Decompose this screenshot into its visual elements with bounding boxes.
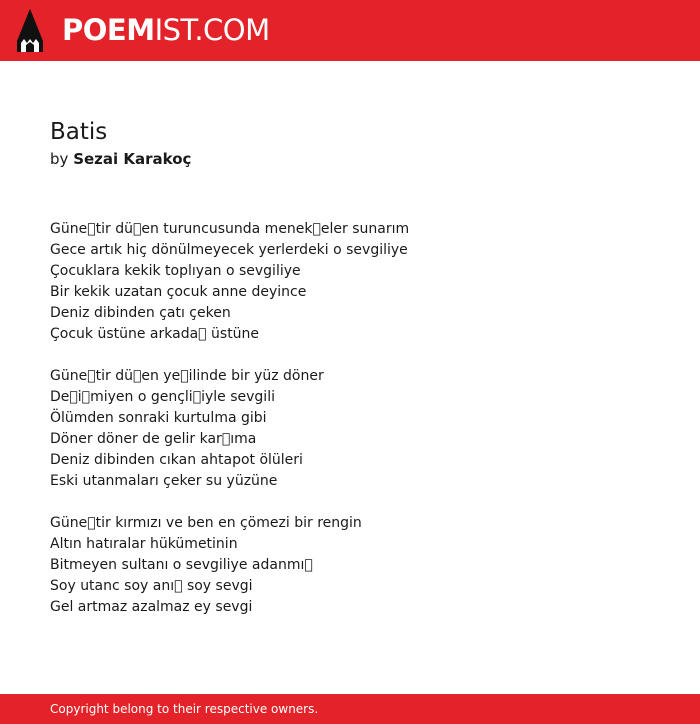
poem-line: Çocuk üstüne arkada  üstüne (50, 326, 260, 342)
copyright-text: Copyright belong to their respective owners. (50, 702, 319, 716)
brand-light: IST.COM (154, 13, 270, 47)
brand-strong: POEM (62, 13, 155, 47)
by-label: by (50, 150, 69, 168)
poem-byline (50, 149, 191, 169)
site-footer (0, 694, 700, 724)
poem-line: Altın hatıralar hükümetinin (50, 536, 238, 552)
site-header (0, 0, 700, 61)
poem-line: Eski utanmaları çeker su yüzüne (50, 473, 278, 489)
poem-line: Gel artmaz azalmaz ey sevgi (50, 599, 253, 615)
stanza (50, 513, 650, 618)
poem-line: Deniz dibinden cıkan ahtapot ölüleri (50, 452, 303, 468)
poem-line: Güne tir kırmızı ve ben en çömezi bir rengin (50, 515, 362, 531)
poem-line: Güne tir dü en ye ilinde bir yüz döner (50, 368, 324, 384)
poem-line: Güne tir dü en turuncusunda menek eler sunarım (50, 221, 410, 237)
stanza (50, 219, 650, 345)
poem-line: Bir kekik uzatan çocuk anne deyince (50, 284, 307, 300)
pencil-tip-icon[interactable] (17, 9, 43, 52)
poem-title: Batis (50, 119, 108, 145)
site-logo-text[interactable] (62, 13, 270, 47)
poem-line: Soy utanc soy anı  soy sevgi (50, 578, 253, 594)
poem-line: De i miyen o gençli iyle sevgili (50, 389, 275, 405)
poem-line: Döner döner de gelir kar ıma (50, 431, 257, 447)
author-link[interactable]: Sezai Karakoç (73, 150, 192, 168)
poem-line: Çocuklara kekik toplıyan o sevgiliye (50, 263, 301, 279)
stanza (50, 366, 650, 492)
poem-line: Ölümden sonraki kurtulma gibi (50, 410, 267, 426)
poem-line: Bitmeyen sultanı o sevgiliye adanmı  (50, 557, 313, 573)
poem-body (50, 219, 650, 639)
poem-line: Deniz dibinden çatı çeken (50, 305, 231, 321)
poem-line: Gece artık hiç dönülmeyecek yerlerdeki o sevgiliye (50, 242, 408, 258)
